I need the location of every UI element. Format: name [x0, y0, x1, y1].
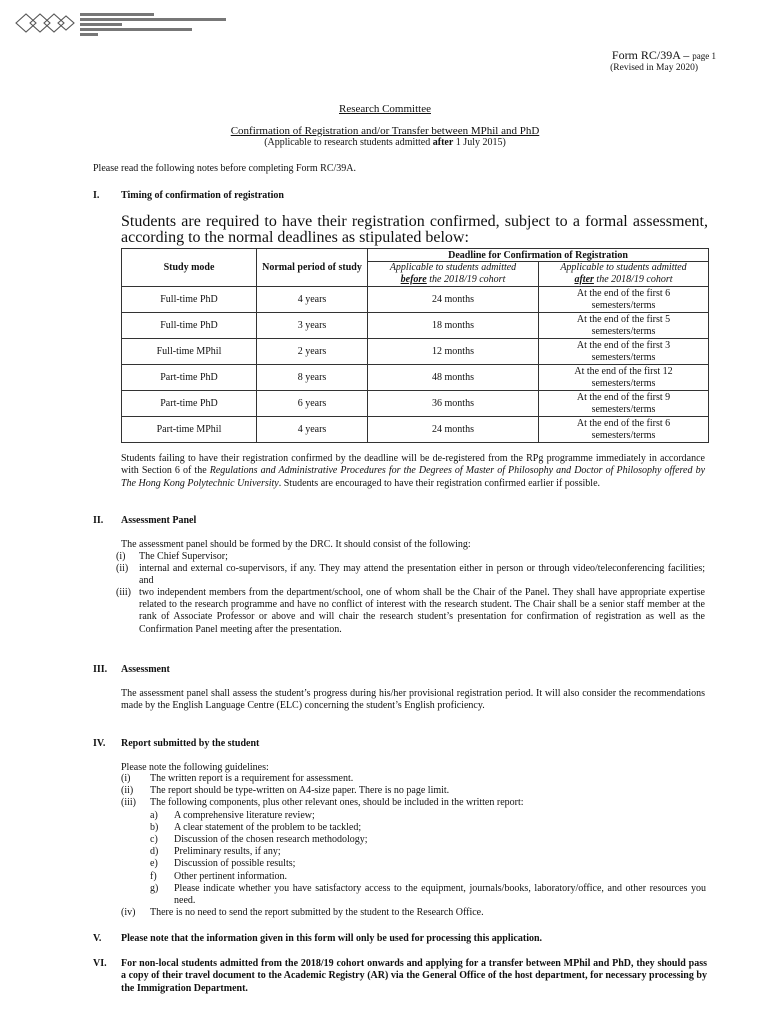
section-3-number: III. [93, 664, 108, 675]
table-row [122, 339, 709, 365]
cell-mode: Full-time PhD [122, 287, 257, 313]
header-normal-period: Normal period of study [257, 249, 368, 287]
note-text-a: Students failing to have their registration confirmed by the deadline will be de-registered from the RPg programme immediately in accordance with Section 6 of the [121, 453, 705, 477]
applicability-note [0, 137, 770, 148]
sublist-item: Preliminary results, if any; [174, 846, 281, 858]
list-marker: (ii) [121, 785, 134, 797]
cell-period: 4 years [257, 287, 368, 313]
sublist-marker: c) [150, 834, 158, 845]
cell-mode: Part-time PhD [122, 365, 257, 391]
header-after-cohort [539, 262, 709, 287]
university-logo [14, 11, 226, 37]
form-number-text: Form RC/39A – [611, 48, 690, 62]
section-5-text: Please note that the information given in this form will only be used for processing this application. [121, 933, 543, 944]
cell-after: At the end of the first 5 semesters/terms [539, 313, 709, 339]
applicability-prefix: (Applicable to research students admitted [264, 137, 433, 148]
form-number [612, 48, 716, 63]
list-item: two independent members from the department/school, one of whom shall be the Chair of the Panel. They shall have appropriate expertise related to the research programme and have no conflict of interest with the research student. The Chair shall be a senior staff member at the rank of Associate Professor or above and will chair the research student’s presentation for confirmation of registration as well as the Confirmation Panel meeting after the presentation. [139, 587, 705, 635]
section-6-number: VI. [93, 958, 107, 969]
section-2-number: II. [93, 515, 104, 526]
cell-after: At the end of the first 6 semesters/terms [539, 417, 709, 443]
note-regulations-title: Regulations and Administrative Procedures for the Degrees of Master of Philosophy and Doctor of Philosophy offered by The Hong Kong Polytechnic University [121, 465, 706, 489]
after-cohort-keyword: after [574, 274, 594, 285]
cell-before: 18 months [368, 313, 539, 339]
cell-before: 24 months [368, 417, 539, 443]
deadline-table [121, 248, 709, 443]
section-4-lead: Please note the following guidelines: [121, 762, 269, 773]
cell-after: At the end of the first 6 semesters/terms [539, 287, 709, 313]
cell-before: 36 months [368, 391, 539, 417]
section-3-text: The assessment panel shall assess the student’s progress during his/her provisional registration period. It will also consider the recommendations made by the English Language Centre (ELC) concerning the student’s English proficiency. [121, 688, 705, 712]
list-item: The Chief Supervisor; [139, 551, 228, 562]
before-cohort-prefix: Applicable to students admitted [389, 262, 517, 273]
committee-title: Research Committee [339, 103, 431, 115]
list-item: The following components, plus other relevant ones, should be included in the written report: [150, 797, 524, 809]
logo-emblem-icon [14, 11, 76, 35]
section-3-title: Assessment [121, 664, 170, 675]
table-row [122, 313, 709, 339]
section-1-lead: Students are required to have their registration confirmed, subject to a formal assessment, according to the normal deadlines as stipulated below: [121, 213, 708, 246]
cell-period: 8 years [257, 365, 368, 391]
section-6-text: For non-local students admitted from the 2018/19 cohort onwards and applying for a transfer between MPhil and PhD, they should pass a copy of their travel document to the Academic Registry (AR) via the General Office of the host department, for necessary processing by the Immigration Department. [121, 958, 707, 994]
applicability-bold: after [432, 137, 454, 148]
list-marker: (i) [116, 551, 126, 562]
cell-period: 6 years [257, 391, 368, 417]
header-before-cohort [368, 262, 539, 287]
after-cohort-prefix: Applicable to students admitted [560, 262, 687, 273]
section-4-title: Report submitted by the student [121, 738, 260, 749]
applicability-suffix: 1 July 2015) [453, 137, 506, 148]
cell-period: 2 years [257, 339, 368, 365]
list-marker: (iv) [121, 907, 136, 919]
section-5-number: V. [93, 933, 102, 944]
list-item: The report should be type-written on A4-size paper. There is no page limit. [150, 785, 450, 797]
cell-before: 24 months [368, 287, 539, 313]
sublist-marker: g) [150, 882, 159, 894]
deadline-table-body [122, 287, 709, 443]
table-row [122, 365, 709, 391]
sublist-item: Discussion of possible results; [174, 858, 296, 870]
section-2-title: Assessment Panel [121, 515, 197, 526]
cell-period: 3 years [257, 313, 368, 339]
cell-mode: Full-time MPhil [122, 339, 257, 365]
after-cohort-suffix: the 2018/19 cohort [593, 274, 673, 285]
sublist-item: Other pertinent information. [174, 870, 288, 882]
list-item: internal and external co-supervisors, if any. They may attend the presentation either in person or through video/teleconferencing facilities; and [139, 563, 705, 587]
cell-mode: Full-time PhD [122, 313, 257, 339]
table-row [122, 287, 709, 313]
list-marker: (ii) [116, 563, 129, 574]
cell-after: At the end of the first 9 semesters/terms [539, 391, 709, 417]
list-marker: (iii) [121, 797, 136, 809]
header-study-mode: Study mode [122, 249, 257, 287]
header-deadline: Deadline for Confirmation of Registration [368, 249, 709, 262]
sublist-marker: a) [150, 809, 158, 821]
sublist-item: Please indicate whether you have satisfactory access to the equipment, journals/books, laboratory/office, and other resources you need. [174, 882, 706, 906]
sublist-marker: b) [150, 821, 159, 833]
section-4-number: IV. [93, 738, 106, 749]
note-text-b: . Students are encouraged to have their registration confirmed earlier if possible. [278, 477, 601, 489]
table-row [122, 391, 709, 417]
sublist-marker: d) [150, 846, 159, 858]
cell-after: At the end of the first 12 semesters/terms [539, 365, 709, 391]
before-cohort-suffix: the 2018/19 cohort [426, 274, 506, 285]
document-title: Confirmation of Registration and/or Transfer between MPhil and PhD [230, 125, 540, 137]
before-cohort-keyword: before [400, 274, 427, 285]
cell-period: 4 years [257, 417, 368, 443]
cell-mode: Part-time PhD [122, 391, 257, 417]
list-item: The written report is a requirement for assessment. [150, 773, 354, 784]
list-marker: (i) [121, 773, 131, 784]
cell-before: 12 months [368, 339, 539, 365]
cell-before: 48 months [368, 365, 539, 391]
cell-after: At the end of the first 3 semesters/terms [539, 339, 709, 365]
section-1-number: I. [93, 190, 100, 201]
list-marker: (iii) [116, 587, 131, 598]
sublist-item: Discussion of the chosen research methodology; [174, 834, 368, 845]
table-row [122, 417, 709, 443]
revised-date: (Revised in May 2020) [610, 63, 698, 73]
cell-mode: Part-time MPhil [122, 417, 257, 443]
sublist-item: A clear statement of the problem to be tackled; [174, 821, 362, 833]
sublist-marker: e) [150, 858, 158, 870]
intro-text: Please read the following notes before completing Form RC/39A. [93, 163, 357, 174]
section-1-note [121, 453, 705, 490]
sublist-marker: f) [150, 870, 157, 882]
sublist-item: A comprehensive literature review; [174, 809, 315, 821]
section-2-lead: The assessment panel should be formed by the DRC. It should consist of the following: [121, 539, 471, 550]
section-1-title: Timing of confirmation of registration [121, 190, 284, 201]
list-item: There is no need to send the report submitted by the student to the Research Office. [150, 907, 484, 919]
page-label: page 1 [692, 51, 716, 61]
